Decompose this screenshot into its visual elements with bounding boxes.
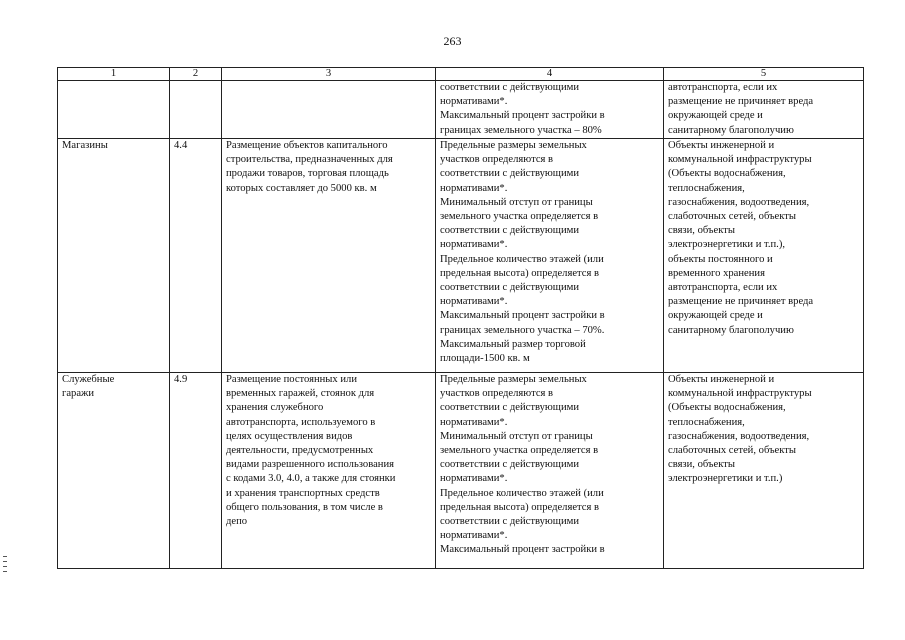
text-line: временного хранения <box>668 267 765 279</box>
text-line: соответствии с действующими <box>440 402 580 414</box>
text-line: предельная высота) определяется в <box>440 501 600 513</box>
text-line: Объекты инженерной и <box>668 140 775 151</box>
text-line: автотранспорта, если их <box>668 82 778 93</box>
text-line: площади-1500 кв. м <box>440 353 530 365</box>
text-line: соответствии с действующими <box>440 516 580 528</box>
text-line: предельная высота) определяется в <box>440 267 600 279</box>
text-line: нормативами*. <box>440 473 508 485</box>
code-cell <box>170 373 222 569</box>
parameters-cell <box>436 81 664 139</box>
text-line: которых составляет до 5000 кв. м <box>226 182 377 194</box>
text-line: участков определяются в <box>440 154 554 166</box>
auxiliary-cell <box>664 81 864 139</box>
text-line: границах земельного участка – 70%. <box>440 324 605 336</box>
text-line: Минимальный отступ от границы <box>440 196 593 208</box>
text-line: слаботочных сетей, объекты <box>668 445 796 457</box>
name-cell <box>58 139 170 373</box>
text-line: деятельности, предусмотренных <box>226 445 374 457</box>
description-cell <box>222 81 436 139</box>
text-line: общего пользования, в том числе в <box>226 501 383 513</box>
scan-mark <box>3 556 7 557</box>
text-line: соответствии с действующими <box>440 225 580 237</box>
scan-mark <box>3 561 7 562</box>
code-cell <box>170 81 222 139</box>
scan-edge-marks <box>3 556 7 576</box>
description-cell <box>222 139 436 373</box>
text-line: Размещение объектов капитального <box>226 140 388 151</box>
text-line: Предельные размеры земельных <box>440 140 587 151</box>
text-line: временных гаражей, стоянок для <box>226 388 375 400</box>
text-line: соответствии с действующими <box>440 82 580 93</box>
land-use-table <box>57 67 864 569</box>
header-cell-1: 1 <box>58 68 170 81</box>
scan-mark <box>3 571 7 572</box>
text-line: электроэнергетики и т.п.) <box>668 473 783 485</box>
text-line: гаражи <box>62 388 95 400</box>
text-line: участков определяются в <box>440 388 554 400</box>
auxiliary-cell <box>664 373 864 569</box>
text-line: строительства, предназначенных для <box>226 154 393 166</box>
text-line: Размещение постоянных или <box>226 374 357 385</box>
text-line: соответствии с действующими <box>440 459 580 471</box>
text-line: Максимальный процент застройки в <box>440 110 605 122</box>
text-line: нормативами*. <box>440 96 508 108</box>
parameters-cell <box>436 139 664 373</box>
header-cell-2: 2 <box>170 68 222 81</box>
text-line: соответствии с действующими <box>440 168 580 180</box>
text-line: соответствии с действующими <box>440 282 580 294</box>
text-line: автотранспорта, используемого в <box>226 416 376 428</box>
text-line: Служебные <box>62 374 115 385</box>
text-line: границах земельного участка – 80% <box>440 124 602 136</box>
scan-mark <box>3 566 7 567</box>
text-line: нормативами*. <box>440 239 508 251</box>
text-line: связи, объекты <box>668 225 735 237</box>
table-row <box>58 139 864 373</box>
text-line: земельного участка определяется в <box>440 211 599 223</box>
text-line: связи, объекты <box>668 459 735 471</box>
text-line: Предельные размеры земельных <box>440 374 587 385</box>
description-cell <box>222 373 436 569</box>
text-line: видами разрешенного использования <box>226 459 394 471</box>
table-row <box>58 81 864 139</box>
text-line: Предельное количество этажей (или <box>440 487 604 499</box>
code-cell <box>170 139 222 373</box>
text-line: Максимальный процент застройки в <box>440 544 605 556</box>
text-line: газоснабжения, водоотведения, <box>668 196 810 208</box>
text-line: 4.4 <box>174 140 188 151</box>
text-line: электроэнергетики и т.п.), <box>668 239 786 251</box>
text-line: целях осуществления видов <box>226 430 353 442</box>
text-line: и хранения транспортных средств <box>226 487 380 499</box>
text-line: нормативами*. <box>440 182 508 194</box>
text-line: продажи товаров, торговая площадь <box>226 168 389 180</box>
text-line: объекты постоянного и <box>668 253 773 265</box>
text-line: нормативами*. <box>440 530 508 542</box>
text-line: земельного участка определяется в <box>440 445 599 457</box>
header-cell-4: 4 <box>436 68 664 81</box>
text-line: размещение не причиняет вреда <box>668 296 814 308</box>
text-line: газоснабжения, водоотведения, <box>668 430 810 442</box>
text-line: Объекты инженерной и <box>668 374 775 385</box>
page-number: 263 <box>443 34 462 48</box>
text-line: размещение не причиняет вреда <box>668 96 814 108</box>
text-line: 4.9 <box>174 374 188 385</box>
text-line: нормативами*. <box>440 296 508 308</box>
text-line: Максимальный процент застройки в <box>440 310 605 322</box>
text-line: теплоснабжения, <box>668 182 745 194</box>
text-line: автотранспорта, если их <box>668 282 778 294</box>
header-row <box>58 68 864 81</box>
text-line: санитарному благополучию <box>668 324 794 336</box>
name-cell <box>58 373 170 569</box>
table-row <box>58 373 864 569</box>
text-line: теплоснабжения, <box>668 416 745 428</box>
text-line: (Объекты водоснабжения, <box>668 168 786 180</box>
text-line: окружающей среде и <box>668 110 763 122</box>
header-cell-5: 5 <box>664 68 864 81</box>
name-cell <box>58 81 170 139</box>
text-line: (Объекты водоснабжения, <box>668 402 786 414</box>
parameters-cell <box>436 373 664 569</box>
text-line: слаботочных сетей, объекты <box>668 211 796 223</box>
text-line: хранения служебного <box>226 402 324 414</box>
header-cell-3: 3 <box>222 68 436 81</box>
auxiliary-cell <box>664 139 864 373</box>
text-line: Максимальный размер торговой <box>440 338 586 350</box>
text-line: санитарному благополучию <box>668 124 794 136</box>
text-line: коммунальной инфраструктуры <box>668 154 812 166</box>
text-line: Предельное количество этажей (или <box>440 253 604 265</box>
text-line: депо <box>226 516 248 528</box>
text-line: Магазины <box>62 140 108 151</box>
text-line: Минимальный отступ от границы <box>440 430 593 442</box>
text-line: нормативами*. <box>440 416 508 428</box>
text-line: с кодами 3.0, 4.0, а также для стоянки <box>226 473 396 485</box>
text-line: коммунальной инфраструктуры <box>668 388 812 400</box>
text-line: окружающей среде и <box>668 310 763 322</box>
